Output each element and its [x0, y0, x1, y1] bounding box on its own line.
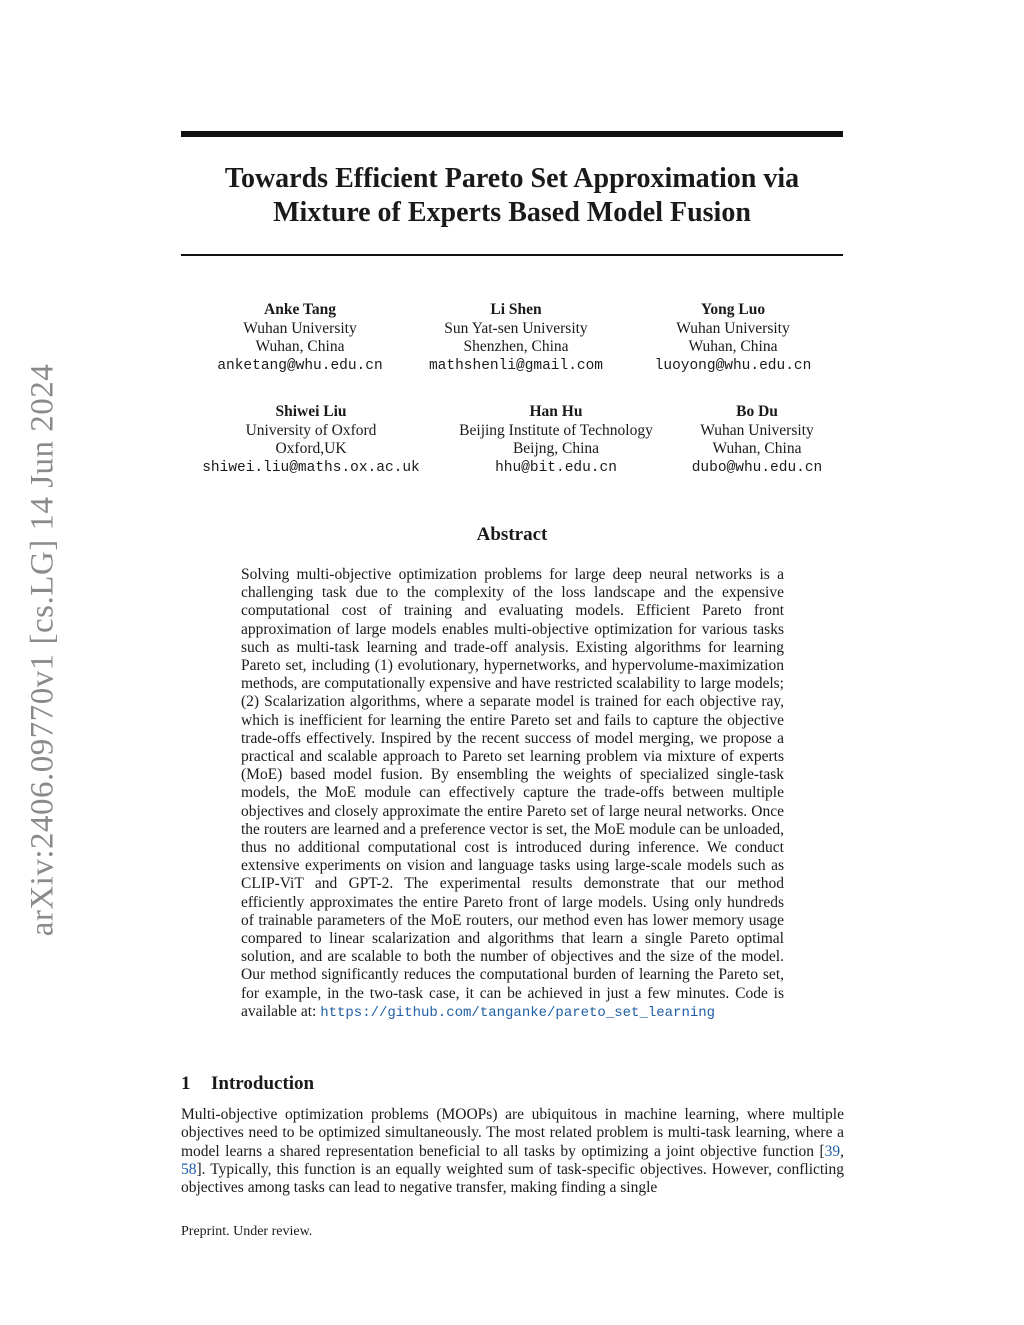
author-email[interactable]: shiwei.liu@maths.ox.ac.uk [202, 459, 420, 476]
title-line-2: Mixture of Experts Based Model Fusion [273, 197, 751, 228]
section-title: Introduction [211, 1073, 315, 1094]
author-affiliation: Wuhan University [700, 421, 814, 439]
author-block [196, 403, 426, 477]
author-email[interactable]: anketang@whu.edu.cn [217, 357, 383, 374]
abstract-heading: Abstract [476, 524, 548, 545]
author-name: Shiwei Liu [275, 403, 347, 420]
intro-text-part1: Multi-objective optimization problems (MOOPs) are ubiquitous in machine learning, where multiple objectives need to be optimized simultaneously. The most related problem is multi-task learning, where a model learns a shared representation beneficial to all tasks by optimizing a joint objective function [ [181, 1106, 844, 1160]
intro-text-part2: ]. Typically, this function is an equally weighted sum of task-specific objectives. However, conflicting objectives among tasks can lead to negative transfer, making finding a single [181, 1160, 844, 1197]
citation-separator: , [840, 1142, 844, 1160]
citation-link[interactable]: 58 [181, 1160, 197, 1178]
citation-link[interactable]: 39 [824, 1142, 841, 1160]
title-bottom-rule [181, 254, 843, 256]
author-email[interactable]: mathshenli@gmail.com [428, 357, 604, 374]
code-link[interactable]: https://github.com/tanganke/pareto_set_learning [320, 1004, 716, 1021]
author-email[interactable]: hhu@bit.edu.cn [495, 459, 617, 476]
author-email[interactable]: dubo@whu.edu.cn [691, 459, 823, 476]
section-heading [181, 1073, 314, 1095]
author-location: Shenzhen, China [463, 338, 569, 355]
paper-title [181, 162, 843, 230]
footer-note: Preprint. Under review. [181, 1224, 313, 1239]
title-top-rule [181, 131, 843, 137]
author-location: Wuhan, China [688, 338, 778, 355]
abstract-body [241, 566, 784, 1022]
author-name: Yong Luo [700, 301, 766, 318]
arxiv-stamp-text: arXiv:2406.09770v1 [cs.LG] 14 Jun 2024 [24, 363, 61, 937]
author-block [406, 301, 626, 375]
author-location: Wuhan, China [712, 440, 802, 457]
author-block [200, 301, 400, 375]
author-affiliation: Wuhan University [243, 319, 357, 337]
author-name: Bo Du [736, 403, 778, 420]
author-email[interactable]: luoyong@whu.edu.cn [654, 357, 812, 374]
author-affiliation: University of Oxford [245, 421, 377, 439]
author-location: Beijng, China [512, 440, 600, 457]
section-number: 1 [181, 1073, 191, 1094]
author-name: Han Hu [529, 403, 583, 420]
intro-paragraph [181, 1106, 844, 1197]
abstract-text: Solving multi-objective optimization problems for large deep neural networks is a challenging task due to the complexity of the loss landscape and the expensive computational cost of training and evaluating models. Efficient Pareto front approximation of large models enables multi-objective optimization for various tasks such as multi-task learning and trade-off analysis. Existing algorithms for learning Pareto set, including (1) evolutionary, hypernetworks, and hypervolume-maximization methods, are computationally expensive and have restricted scalability to large models; (2) Scalarization algorithms, where a separate model is trained for each objective ray, which is inefficient for learning the entire Pareto set and fails to capture the objective trade-offs effectively. Inspired by the recent success of model merging, we propose a practical and scalable approach to Pareto set learning problem via mixture of experts (MoE) based model fusion. By ensembling the weights of specialized single-task models, the MoE module can effectively capture the trade-offs between multiple objectives and closely approximate the entire Pareto set of large neural networks. Once the routers are learned and a preference vector is set, the MoE module can be unloaded, thus no additional computational cost is introduced during inference. We conduct extensive experiments on vision and language tasks using large-scale models such as CLIP-ViT and GPT-2. The experimental results demonstrate that our method efficiently approximates the entire Pareto front of large models. Using only hundreds of trainable parameters of the MoE routers, our method even has lower memory usage compared to linear scalarization and algorithms that learn a single Pareto optimal solution, and are scalable to both the number of objectives and the size of the model. Our method significantly reduces the computational burden of learning the Pareto set, for example, in the two-task case, it can be achieved in just a few minutes. Code is available at: [241, 566, 784, 1020]
author-name: Anke Tang [264, 301, 336, 318]
author-name: Li Shen [490, 301, 542, 318]
author-block [633, 301, 833, 375]
title-line-1: Towards Efficient Pareto Set Approximation via [224, 163, 800, 194]
author-block [436, 403, 676, 477]
author-affiliation: Beijing Institute of Technology [459, 421, 653, 439]
author-affiliation: Sun Yat-sen University [444, 319, 588, 337]
author-affiliation: Wuhan University [676, 319, 790, 337]
author-location: Oxford,UK [275, 440, 347, 457]
author-location: Wuhan, China [255, 338, 345, 355]
author-block [672, 403, 842, 477]
